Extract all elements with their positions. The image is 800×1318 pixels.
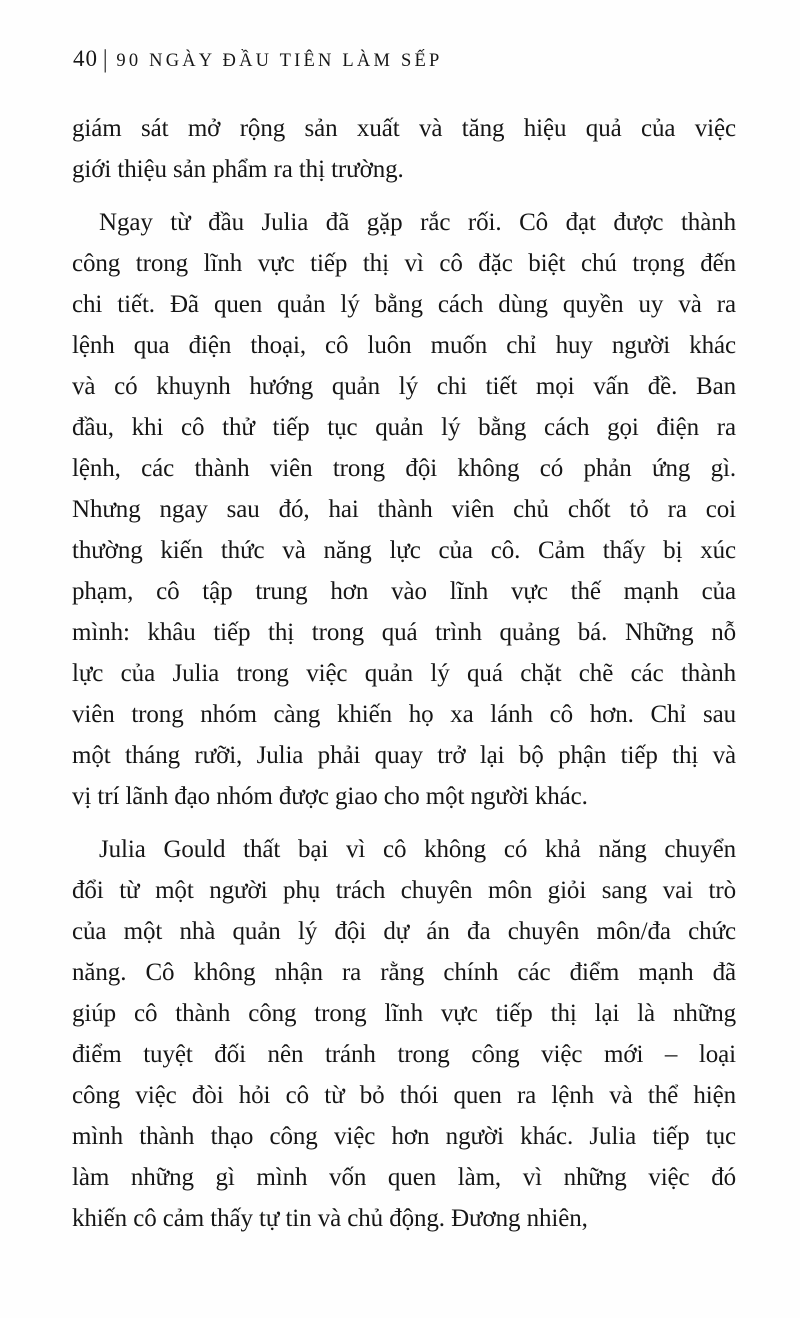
text-line: Julia Gould thất bại vì cô không có khả năng chuyển (99, 836, 736, 863)
text-line: lệnh, các thành viên trong đội không có phản ứng gì. (72, 455, 736, 482)
text-line: điểm tuyệt đối nên tránh trong công việc mới – loại (72, 1041, 736, 1068)
paragraph (72, 829, 736, 1239)
text-line: làm những gì mình vốn quen làm, vì những việc đó (72, 1164, 736, 1191)
page-body (72, 108, 736, 1251)
text-line: công trong lĩnh vực tiếp thị vì cô đặc biệt chú trọng đến (72, 250, 736, 277)
text-line: công việc đòi hỏi cô từ bỏ thói quen ra lệnh và thể hiện (72, 1082, 736, 1109)
text-line: mình thành thạo công việc hơn người khác. Julia tiếp tục (72, 1123, 736, 1150)
text-line: Nhưng ngay sau đó, hai thành viên chủ chốt tỏ ra coi (72, 496, 736, 523)
text-line: thường kiến thức và năng lực của cô. Cảm thấy bị xúc (72, 537, 736, 564)
text-line: giám sát mở rộng sản xuất và tăng hiệu quả của việc (72, 115, 736, 142)
text-line: năng. Cô không nhận ra rằng chính các điểm mạnh đã (72, 959, 736, 986)
text-line: và có khuynh hướng quản lý chi tiết mọi vấn đề. Ban (72, 373, 736, 400)
text-line: một tháng rưỡi, Julia phải quay trở lại bộ phận tiếp thị và (72, 742, 736, 769)
paragraph (72, 108, 736, 190)
text-line: viên trong nhóm càng khiến họ xa lánh cô hơn. Chỉ sau (72, 701, 736, 728)
text-line: chi tiết. Đã quen quản lý bằng cách dùng quyền uy và ra (72, 291, 736, 318)
text-line: vị trí lãnh đạo nhóm được giao cho một người khác. (72, 783, 588, 810)
text-line: của một nhà quản lý đội dự án đa chuyên môn/đa chức (72, 918, 736, 945)
text-line: phạm, cô tập trung hơn vào lĩnh vực thế mạnh của (72, 578, 736, 605)
running-header (73, 46, 442, 72)
text-line: giới thiệu sản phẩm ra thị trường. (72, 156, 404, 183)
text-line: khiến cô cảm thấy tự tin và chủ động. Đương nhiên, (72, 1205, 588, 1232)
book-title: 90 NGÀY ĐẦU TIÊN LÀM SẾP (116, 51, 443, 71)
text-line: lệnh qua điện thoại, cô luôn muốn chỉ huy người khác (72, 332, 736, 359)
text-line: giúp cô thành công trong lĩnh vực tiếp thị lại là những (72, 1000, 736, 1027)
text-line: mình: khâu tiếp thị trong quá trình quảng bá. Những nỗ (72, 619, 736, 646)
text-line: Ngay từ đầu Julia đã gặp rắc rối. Cô đạt được thành (99, 209, 736, 236)
text-line: đổi từ một người phụ trách chuyên môn giỏi sang vai trò (72, 877, 736, 904)
text-line: đầu, khi cô thử tiếp tục quản lý bằng cách gọi điện ra (72, 414, 736, 441)
text-line: lực của Julia trong việc quản lý quá chặt chẽ các thành (72, 660, 736, 687)
header-separator: | (103, 44, 108, 73)
page-number: 40 (73, 46, 98, 71)
paragraph (72, 202, 736, 817)
